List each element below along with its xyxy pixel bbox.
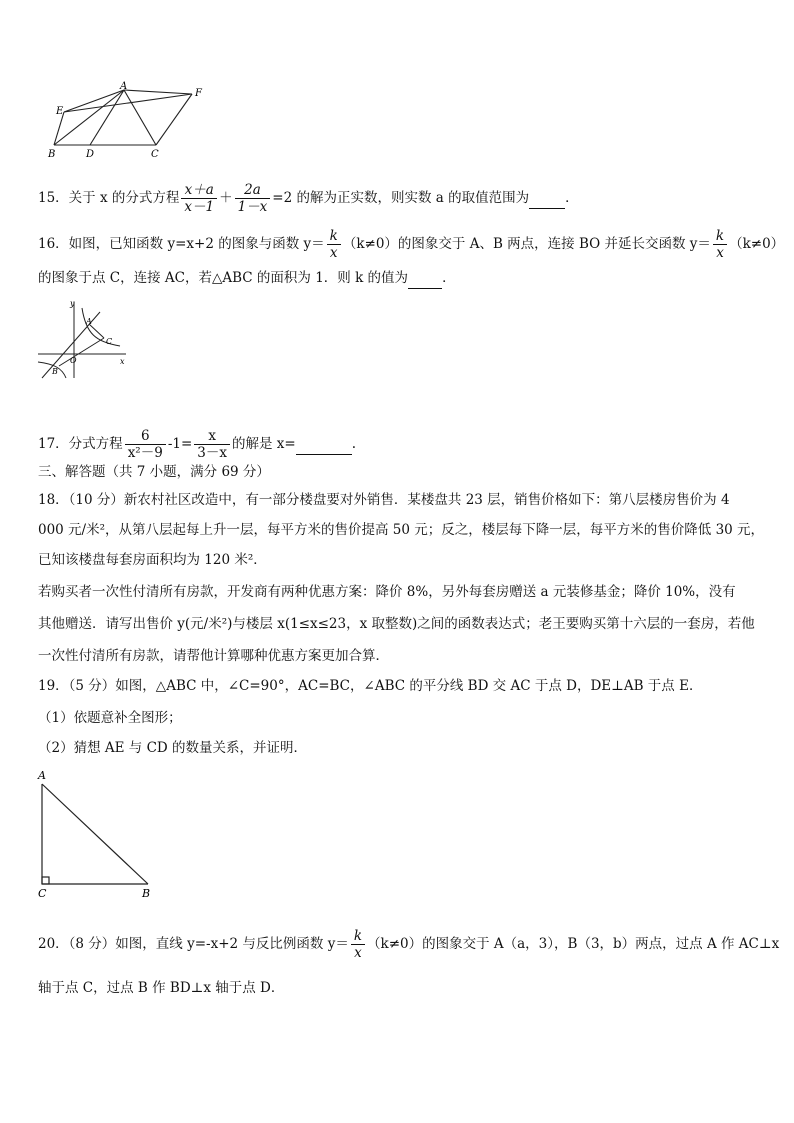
q15-suffix: =2 的解为正实数，则实数 a 的取值范围为 xyxy=(272,190,530,206)
q20-line-2: 轴于点 C，过点 B 作 BD⊥x 轴于点 D． xyxy=(38,980,285,996)
segment-cf xyxy=(156,94,192,145)
label-c: C xyxy=(38,887,47,900)
q17-fraction-1 xyxy=(125,428,166,461)
q16-end: ． xyxy=(442,270,456,286)
q15-end: ． xyxy=(565,190,579,206)
q19-line-3: （2）猜想 AE 与 CD 的数量关系，并证明． xyxy=(38,740,308,756)
label-b: B xyxy=(142,887,151,900)
label-a: A xyxy=(38,769,46,782)
q16-part1: 16．如图，已知函数 y=x+2 的图象与函数 y＝ xyxy=(38,236,325,252)
q20-f-den: x xyxy=(354,945,362,961)
q16-fraction-1 xyxy=(327,228,341,261)
q19-line-1: 19．（5 分）如图，△ABC 中，∠C=90°，AC=BC，∠ABC 的平分线 BD 交 AC 于点 D，DE⊥AB 于点 E． xyxy=(38,678,703,694)
q18-line-6: 一次性付清所有房款，请帮他计算哪种优惠方案更加合算． xyxy=(38,648,389,664)
q15-answer-blank[interactable] xyxy=(529,188,565,209)
q18-line-4: 若购买者一次性付清所有房款，开发商有两种优惠方案：降价 8%，另外每套房赠送 a 元装修基金；降价 10%，没有 xyxy=(38,584,736,600)
q16-f1-den: x xyxy=(329,245,338,261)
q15-fraction-1 xyxy=(181,182,217,215)
right-angle-mark xyxy=(42,877,49,884)
q18-line-3: 已知该楼盘每套房面积均为 120 米²． xyxy=(38,552,267,568)
question-16-line2 xyxy=(38,268,456,289)
q16-fraction-2 xyxy=(713,228,727,261)
label-a: A xyxy=(86,317,92,326)
section-3-heading: 三、解答题（共 7 小题，满分 69 分） xyxy=(38,464,270,480)
label-c: C xyxy=(106,337,113,346)
q15-f2-num: 2a xyxy=(235,182,271,199)
q20-fraction xyxy=(351,928,365,961)
q15-plus: ＋ xyxy=(219,190,233,206)
q17-fraction-2 xyxy=(194,428,230,461)
q18-line-2: 000 元/米²，从第八层起每上升一层，每平方米的售价提高 50 元；反之，楼层每下降一层，每平方米的售价降低 30 元， xyxy=(38,522,765,538)
q16-f2-den: x xyxy=(716,245,724,261)
q18-line-5: 其他赠送．请写出售价 y(元/米²)与楼层 x(1≤x≤23，x 取整数)之间的函数表达式；老王要购买第十六层的一套房，若他 xyxy=(38,616,755,632)
q17-answer-blank[interactable] xyxy=(296,434,352,455)
segment-ac xyxy=(89,324,104,338)
segment-ea xyxy=(64,90,124,112)
q15-prefix: 15．关于 x 的分式方程 xyxy=(38,190,180,206)
q16-part3: （k≠0） xyxy=(729,236,785,252)
figure-q19 xyxy=(34,766,164,900)
q17-f1-den: x²－9 xyxy=(127,445,163,461)
segment-af xyxy=(124,90,192,94)
q20-f-num: k xyxy=(351,928,365,945)
label-b: B xyxy=(52,367,58,376)
q15-f1-den: x－1 xyxy=(184,199,215,215)
q17-prefix: 17．分式方程 xyxy=(38,436,123,452)
figure-q14 xyxy=(44,80,214,162)
label-a: A xyxy=(120,81,128,92)
axis-label-x: x xyxy=(120,357,125,366)
segment-bc xyxy=(59,338,104,366)
q20-part2: （k≠0）的图象交于 A（a，3），B（3，b）两点，过点 A 作 AC⊥x xyxy=(367,936,780,952)
q20-part1: 20．（8 分）如图，直线 y=-x+2 与反比例函数 y＝ xyxy=(38,936,349,952)
segment-ca xyxy=(124,90,156,145)
q17-f2-den: 3－x xyxy=(197,445,227,461)
q19-line-2: （1）依题意补全图形； xyxy=(38,710,182,726)
q16-f1-num: k xyxy=(327,228,341,245)
q17-f1-num: 6 xyxy=(125,428,166,445)
segment-da xyxy=(90,90,124,145)
q15-f2-den: 1－x xyxy=(237,199,268,215)
label-f: F xyxy=(195,88,202,99)
q16-line2: 的图象于点 C，连接 AC，若△ABC 的面积为 1．则 k 的值为 xyxy=(38,270,409,286)
q17-suffix: 的解是 x= xyxy=(231,436,296,452)
segment-ab xyxy=(42,784,148,884)
label-e: E xyxy=(56,106,64,117)
q17-end: . xyxy=(351,436,356,452)
q15-fraction-2 xyxy=(235,182,271,215)
label-o: O xyxy=(70,356,77,365)
q15-f1-num: x＋a xyxy=(181,182,217,199)
question-16 xyxy=(38,228,784,261)
label-b: B xyxy=(48,149,56,160)
question-15 xyxy=(38,182,579,215)
q17-mid: -1= xyxy=(167,436,193,452)
question-17 xyxy=(38,428,356,461)
label-d: D xyxy=(86,149,95,160)
q16-part2: （k≠0）的图象交于 A、B 两点，连接 BO 并延长交函数 y＝ xyxy=(342,236,711,252)
question-20 xyxy=(38,928,779,961)
figure-q16 xyxy=(34,298,134,380)
axis-label-y: y xyxy=(70,299,75,308)
label-c: C xyxy=(151,149,159,160)
q18-line-1: 18．（10 分）新农村社区改造中，有一部分楼盘要对外销售．某楼盘共 23 层，销售价格如下：第八层楼房售价为 4 xyxy=(38,492,730,508)
q17-f2-num: x xyxy=(194,428,230,445)
segment-ba xyxy=(54,90,124,145)
q16-answer-blank[interactable] xyxy=(408,268,442,289)
q16-f2-num: k xyxy=(713,228,727,245)
